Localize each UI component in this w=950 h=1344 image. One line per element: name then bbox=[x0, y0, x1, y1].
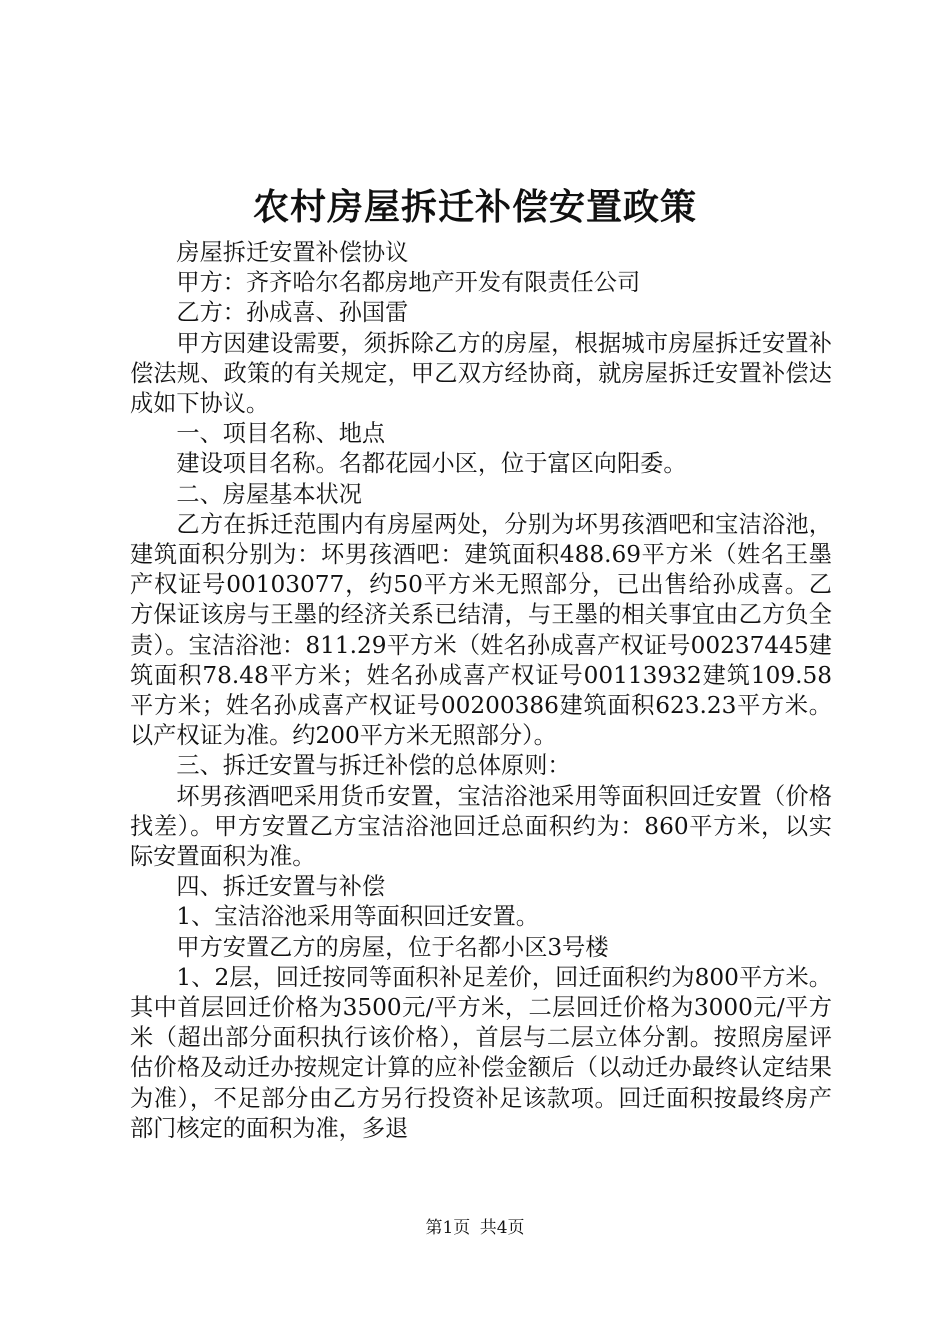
document-title: 农村房屋拆迁补偿安置政策 bbox=[252, 186, 697, 228]
paragraph: 1、宝洁浴池采用等面积回迁安置。 bbox=[176, 903, 539, 931]
page-number: 第1页 bbox=[425, 1218, 471, 1238]
page-total: 共4页 bbox=[479, 1218, 525, 1238]
document-body bbox=[130, 238, 832, 1144]
section-heading: 二、房屋基本状况 bbox=[176, 480, 362, 508]
section-heading: 四、拆迁安置与补偿 bbox=[176, 873, 386, 901]
section-heading: 三、拆迁安置与拆迁补偿的总体原则： bbox=[176, 752, 571, 780]
paragraph: 1、2层，回迁按同等面积补足差价，回迁面积约为800平方米。其中首层回迁价格为3500元/平方米，二层回迁价格为3000元/平方米（超出部分面积执行该价格），首层与二层立体分割。按照房屋评估价格及动迁办按规定计算的应补偿金额后（以动迁办最终认定结果为准），不足部分由乙方另行投资补足该款项。回迁面积按最终房产部门核定的面积为准，多退 bbox=[130, 963, 832, 1142]
paragraph: 建设项目名称。名都花园小区，位于富区向阳委。 bbox=[176, 450, 687, 478]
paragraph: 甲方因建设需要，须拆除乙方的房屋，根据城市房屋拆迁安置补偿法规、政策的有关规定，甲乙双方经协商，就房屋拆迁安置补偿达成如下协议。 bbox=[130, 329, 832, 418]
paragraph: 甲方安置乙方的房屋，位于名都小区3号楼 bbox=[176, 933, 609, 961]
paragraph: 甲方：齐齐哈尔名都房地产开发有限责任公司 bbox=[176, 269, 641, 297]
paragraph: 乙方在拆迁范围内有房屋两处，分别为坏男孩酒吧和宝洁浴池，建筑面积分别为：坏男孩酒吧：建筑面积488.69平方米（姓名王墨产权证号00103077，约50平方米无照部分，已出售给孙成喜。乙方保证该房与王墨的经济关系已结清，与王墨的相关事宜由乙方负全责）。宝洁浴池：811.29平方米（姓名孙成喜产权证号00237445建筑面积78.48平方米；姓名孙成喜产权证号00113932建筑109.58平方米；姓名孙成喜产权证号00200386建筑面积623.23平方米。以产权证为准。约200平方米无照部分）。 bbox=[130, 510, 832, 750]
section-heading: 一、项目名称、地点 bbox=[176, 420, 386, 448]
paragraph: 坏男孩酒吧采用货币安置，宝洁浴池采用等面积回迁安置（价格找差）。甲方安置乙方宝洁浴池回迁总面积约为：860平方米，以实际安置面积为准。 bbox=[130, 782, 832, 871]
paragraph: 房屋拆迁安置补偿协议 bbox=[176, 239, 409, 266]
paragraph: 乙方：孙成喜、孙国雷 bbox=[176, 299, 409, 327]
page-footer bbox=[0, 1216, 950, 1240]
